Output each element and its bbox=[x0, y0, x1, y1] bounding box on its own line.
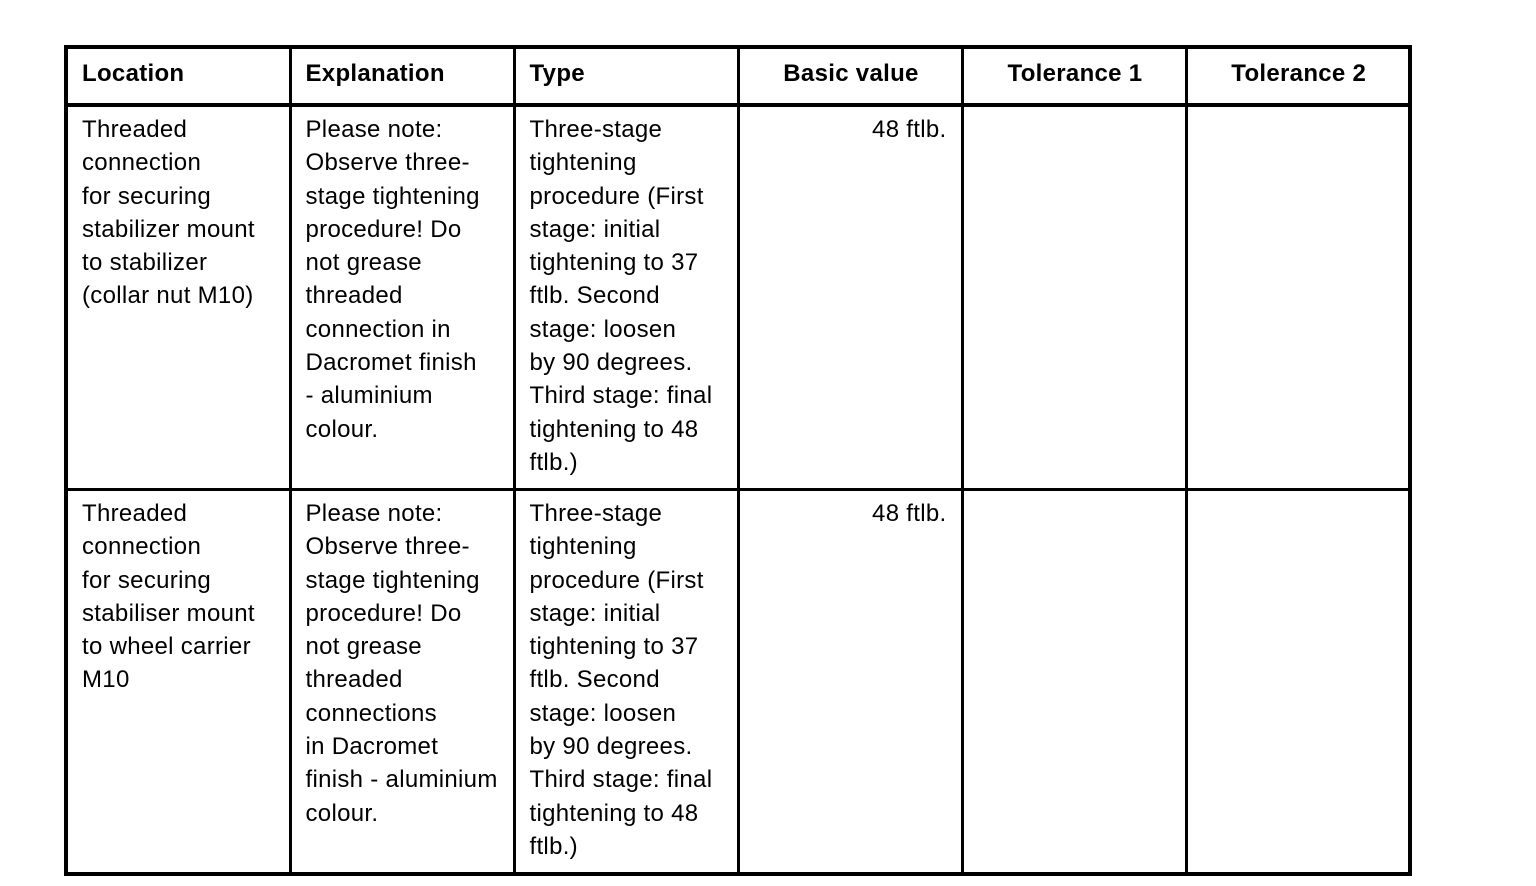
cell-location: Threaded connection for securing stabilizer mount to stabilizer (collar nut M10) bbox=[66, 105, 290, 490]
cell-basic-value: 48 ftlb. bbox=[738, 490, 962, 875]
header-explanation: Explanation bbox=[290, 47, 514, 105]
table-row bbox=[66, 490, 1410, 875]
header-tolerance-2: Tolerance 2 bbox=[1186, 47, 1410, 105]
cell-tolerance-1 bbox=[962, 490, 1186, 875]
cell-explanation: Please note: Observe three- stage tightening procedure! Do not grease threaded connection in Dacromet finish - aluminium colour. bbox=[290, 105, 514, 490]
cell-tolerance-2 bbox=[1186, 105, 1410, 490]
cell-type: Three-stage tightening procedure (First stage: initial tightening to 37 ftlb. Second stage: loosen by 90 degrees. Third stage: final tightening to 48 ftlb.) bbox=[514, 490, 738, 875]
cell-basic-value: 48 ftlb. bbox=[738, 105, 962, 490]
header-type: Type bbox=[514, 47, 738, 105]
table-header bbox=[66, 47, 1410, 105]
cell-type: Three-stage tightening procedure (First stage: initial tightening to 37 ftlb. Second stage: loosen by 90 degrees. Third stage: final tightening to 48 ftlb.) bbox=[514, 105, 738, 490]
torque-spec-table bbox=[64, 45, 1412, 876]
header-row bbox=[66, 47, 1410, 105]
cell-explanation: Please note: Observe three- stage tightening procedure! Do not grease threaded connections in Dacromet finish - aluminium colour. bbox=[290, 490, 514, 875]
cell-location: Threaded connection for securing stabiliser mount to wheel carrier M10 bbox=[66, 490, 290, 875]
table-row bbox=[66, 105, 1410, 490]
header-basic-value: Basic value bbox=[738, 47, 962, 105]
table-body bbox=[66, 105, 1410, 874]
header-tolerance-1: Tolerance 1 bbox=[962, 47, 1186, 105]
cell-tolerance-1 bbox=[962, 105, 1186, 490]
cell-tolerance-2 bbox=[1186, 490, 1410, 875]
header-location: Location bbox=[66, 47, 290, 105]
